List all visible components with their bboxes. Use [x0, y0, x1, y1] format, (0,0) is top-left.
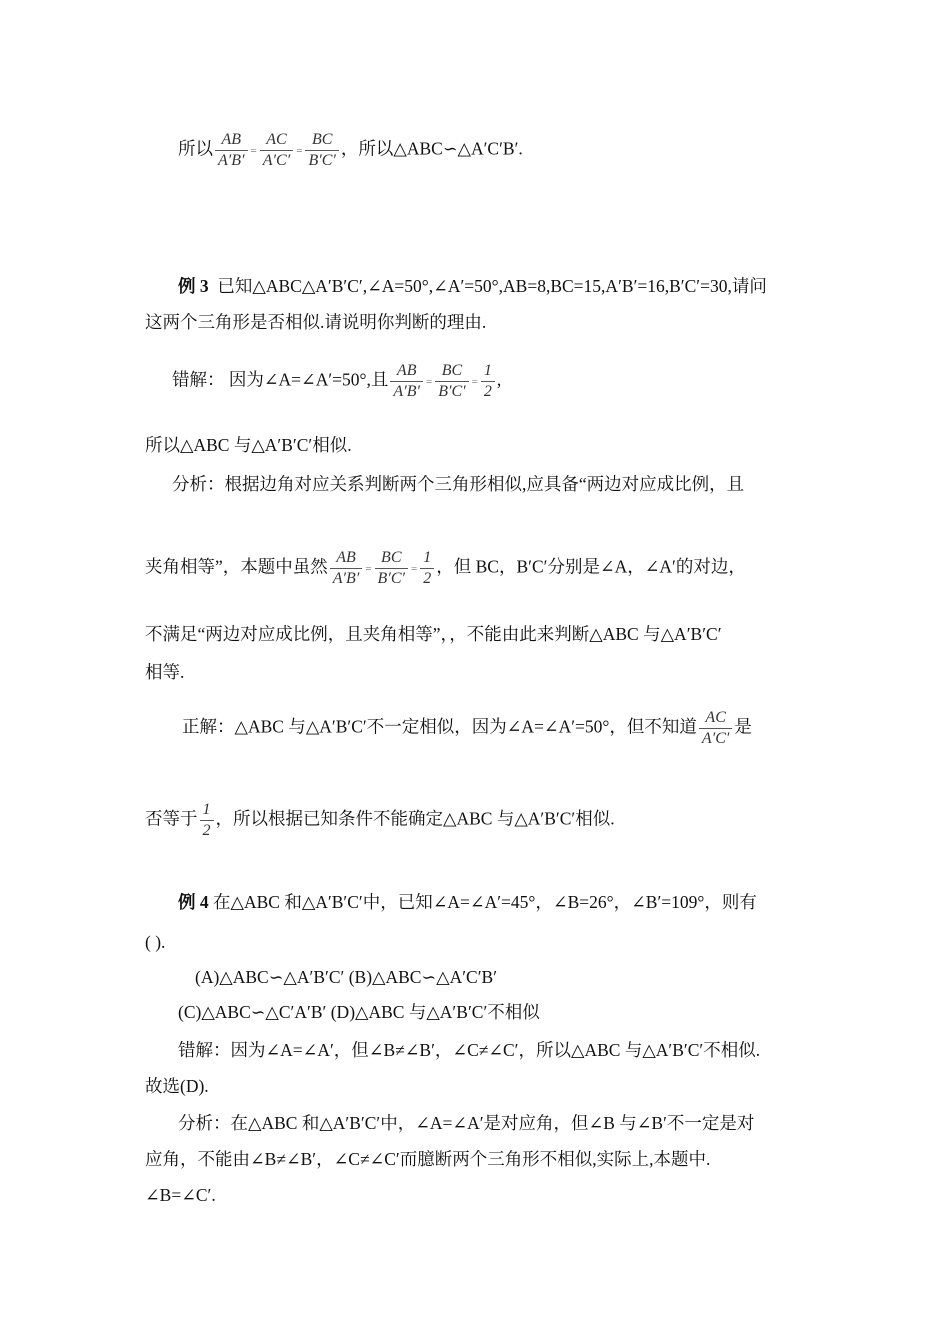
analysis-line4: 相等.	[145, 662, 185, 682]
example4-analysis-line3: ∠B=∠C′.	[145, 1185, 216, 1205]
fraction-ab: $\frac{AB}{A'B'}$	[390, 361, 423, 402]
example4-analysis-line1: 分析：在△ABC 和△A′B′C′中，∠A=∠A′是对应角，但∠B 与∠B′不一定是对	[178, 1113, 755, 1133]
options-cd: (C)△ABC∽△C′A′B′ (D)△ABC 与△A′B′C′不相似	[178, 1002, 540, 1022]
fraction-ac: $\frac{AC}{A'C'}$	[699, 708, 732, 749]
example4-wrong-line1: 错解：因为∠A=∠A′，但∠B≠∠B′，∠C≠∠C′，所以△ABC 与△A′B′C′不相似.	[178, 1040, 761, 1060]
suffix-text: ，所以△ABC∽△A′C′B′.	[340, 138, 523, 159]
example4-wrong-line2: 故选(D).	[145, 1076, 209, 1096]
analysis-line1: 分析：根据边角对应关系判断两个三角形相似,应具备“两边对应成比例，且	[172, 474, 745, 494]
prefix-text: 所以	[178, 138, 213, 159]
fraction-ab: $\frac{AB}{A'B'}$	[215, 130, 248, 171]
fraction-bc: $\frac{BC}{B'C'}$	[305, 130, 338, 171]
correct-solution-line1: 正解：△ABC 与△A′B′C′不一定相似，因为∠A=∠A′=50°，但不知道 $\frac{AC}{A'C'}$ 是	[182, 709, 752, 747]
wrong-solution-line1: 错解： 因为∠A=∠A′=50°,且 $\frac{AB}{A'B'}$ = $\frac{BC}{B'C'}$ = $\frac{1}{2}$ ,	[172, 362, 502, 400]
fraction-half: $\frac{1}{2}$	[420, 548, 434, 589]
fraction-ab: $\frac{AB}{A'B'}$	[330, 548, 363, 589]
example4-analysis-line2: 应角，不能由∠B≠∠B′，∠C≠∠C′而臆断两个三角形不相似,实际上,本题中.	[145, 1149, 711, 1169]
example3-label: 例 3	[178, 276, 209, 296]
analysis-line2: 夹角相等”，本题中虽然 $\frac{AB}{A'B'}$ = $\frac{BC}{B'C'}$ = $\frac{1}{2}$ ，但 BC，B′C′分别是∠A，∠A′的对边，	[145, 549, 746, 587]
example4-line2: ( ).	[145, 932, 166, 952]
fraction-bc: $\frac{BC}{B'C'}$	[435, 361, 468, 402]
conclusion-line: 所以 $\frac{AB}{A'B'}$ = $\frac{AC}{A'C'}$ = $\frac{BC}{B'C'}$ ，所以△ABC∽△A′C′B′.	[178, 131, 523, 169]
fraction-half: $\frac{1}{2}$	[200, 800, 214, 841]
example3-line1: 例 3 已知△ABC△A′B′C′,∠A=50°,∠A′=50°,AB=8,BC=15,A′B′=16,B′C′=30,请问	[178, 276, 767, 296]
correct-solution-line2: 否等于 $\frac{1}{2}$ ，所以根据已知条件不能确定△ABC 与△A′B′C′相似.	[145, 801, 615, 839]
example4-label: 例 4	[178, 892, 209, 912]
fraction-bc: $\frac{BC}{B'C'}$	[375, 548, 408, 589]
fraction-half: $\frac{1}{2}$	[481, 361, 495, 402]
fraction-ac: $\frac{AC}{A'C'}$	[260, 130, 293, 171]
example4-line1: 例 4 在△ABC 和△A′B′C′中，已知∠A=∠A′=45°，∠B=26°，∠B′=109°，则有	[178, 892, 757, 912]
analysis-line3: 不满足“两边对应成比例，且夹角相等”，，不能由此来判断△ABC 与△A′B′C′	[145, 624, 722, 644]
example3-line2: 这两个三角形是否相似.请说明你判断的理由.	[145, 312, 487, 332]
wrong-solution-line2: 所以△ABC 与△A′B′C′相似.	[145, 435, 352, 455]
options-ab: (A)△ABC∽△A′B′C′ (B)△ABC∽△A′C′B′	[195, 967, 498, 987]
